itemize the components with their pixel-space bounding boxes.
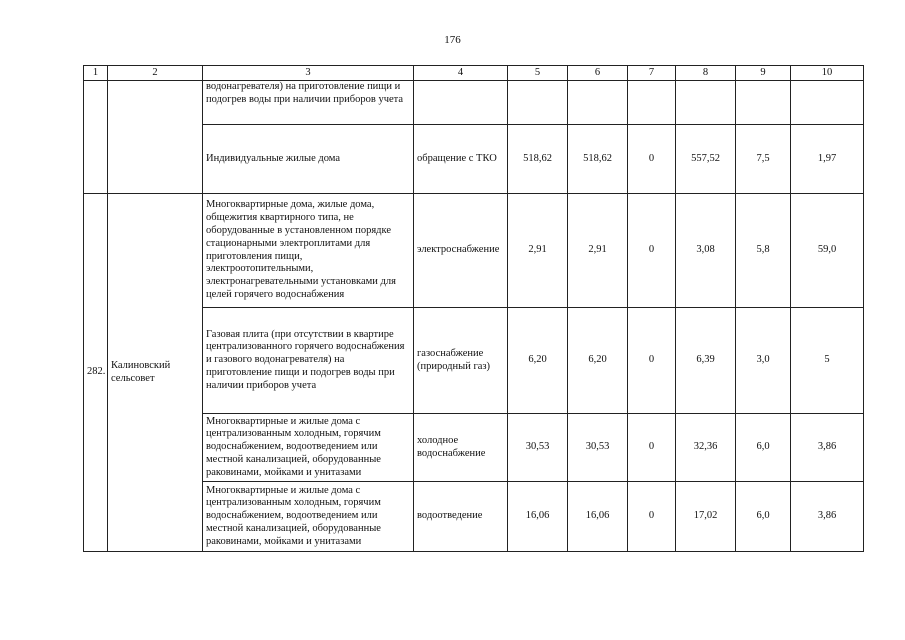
consumer-category-cell: Многоквартирные и жилые дома с централизованным холодным, горячим водоснабжением, водоотведением или местной канализацией, оборудованные раковинами, мойками и унитазами	[203, 482, 414, 552]
settlement-cell	[108, 81, 203, 194]
row-number-cell	[84, 81, 108, 194]
value-cell: 16,06	[568, 482, 628, 552]
value-cell: 59,0	[791, 194, 864, 308]
column-header: 9	[736, 66, 791, 81]
value-cell: 557,52	[676, 125, 736, 194]
service-cell: электроснабжение	[414, 194, 508, 308]
value-cell: 0	[628, 194, 676, 308]
consumer-category-cell: Индивидуальные жилые дома	[203, 125, 414, 194]
value-cell: 5	[791, 308, 864, 414]
value-cell: 3,08	[676, 194, 736, 308]
consumer-category-cell: водонагревателя) на приготовление пищи и подогрев воды при наличии приборов учета	[203, 81, 414, 125]
column-header: 3	[203, 66, 414, 81]
column-header: 4	[414, 66, 508, 81]
tariff-table	[83, 65, 864, 552]
value-cell: 0	[628, 125, 676, 194]
value-cell: 1,97	[791, 125, 864, 194]
value-cell	[568, 81, 628, 125]
column-header: 7	[628, 66, 676, 81]
value-cell: 3,0	[736, 308, 791, 414]
value-cell: 0	[628, 414, 676, 482]
column-header: 2	[108, 66, 203, 81]
value-cell: 6,20	[568, 308, 628, 414]
service-cell: обращение с ТКО	[414, 125, 508, 194]
value-cell: 0	[628, 308, 676, 414]
consumer-category-cell: Многоквартирные дома, жилые дома, общежития квартирного типа, не оборудованные в установленном порядке стационарными электроплитами для приготовления пищи, электроотопительными, электронагревательными установками для целей горячего водоснабжения	[203, 194, 414, 308]
value-cell	[676, 81, 736, 125]
value-cell: 3,86	[791, 414, 864, 482]
value-cell: 32,36	[676, 414, 736, 482]
column-header: 10	[791, 66, 864, 81]
column-number-row	[84, 66, 864, 81]
table-row	[84, 81, 864, 125]
value-cell: 2,91	[508, 194, 568, 308]
value-cell: 2,91	[568, 194, 628, 308]
column-header: 8	[676, 66, 736, 81]
row-number-cell: 282.	[84, 194, 108, 552]
value-cell: 30,53	[568, 414, 628, 482]
service-cell	[414, 81, 508, 125]
value-cell: 5,8	[736, 194, 791, 308]
value-cell: 6,39	[676, 308, 736, 414]
service-cell: холодное водоснабжение	[414, 414, 508, 482]
service-cell: водоотведение	[414, 482, 508, 552]
value-cell: 6,0	[736, 414, 791, 482]
value-cell: 7,5	[736, 125, 791, 194]
value-cell: 6,0	[736, 482, 791, 552]
value-cell	[628, 81, 676, 125]
value-cell	[508, 81, 568, 125]
value-cell: 30,53	[508, 414, 568, 482]
value-cell: 16,06	[508, 482, 568, 552]
service-cell: газоснабжение (природный газ)	[414, 308, 508, 414]
column-header: 6	[568, 66, 628, 81]
value-cell: 518,62	[568, 125, 628, 194]
page-number: 176	[444, 34, 461, 46]
value-cell	[736, 81, 791, 125]
value-cell	[791, 81, 864, 125]
consumer-category-cell: Газовая плита (при отсутствии в квартире централизованного горячего водоснабжения и газового водонагревателя) на приготовление пищи и подогрев воды при наличии приборов учета	[203, 308, 414, 414]
consumer-category-cell: Многоквартирные и жилые дома с централизованным холодным, горячим водоснабжением, водоотведением или местной канализацией, оборудованные раковинами, мойками и унитазами	[203, 414, 414, 482]
value-cell: 0	[628, 482, 676, 552]
column-header: 1	[84, 66, 108, 81]
value-cell: 3,86	[791, 482, 864, 552]
value-cell: 6,20	[508, 308, 568, 414]
value-cell: 17,02	[676, 482, 736, 552]
value-cell: 518,62	[508, 125, 568, 194]
settlement-cell: Калиновский сельсовет	[108, 194, 203, 552]
column-header: 5	[508, 66, 568, 81]
table-row	[84, 194, 864, 308]
